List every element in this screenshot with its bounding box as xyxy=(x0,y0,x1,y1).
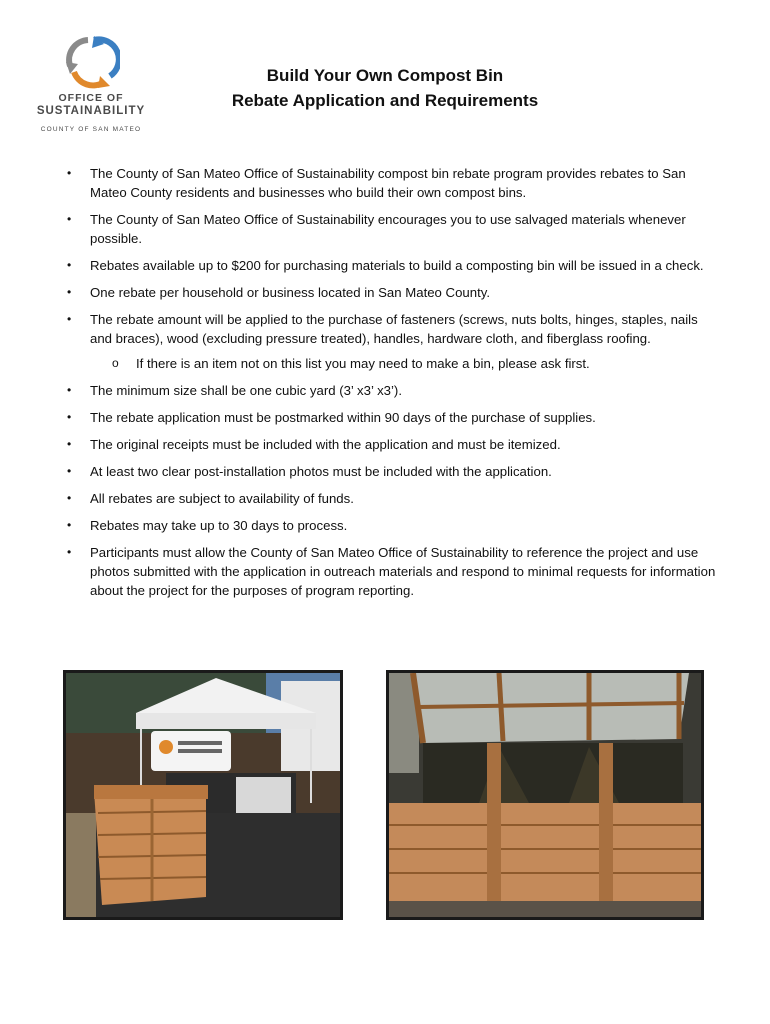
bullet-icon: • xyxy=(67,491,72,505)
list-item-text: The County of San Mateo Office of Sustainability compost bin rebate program provides rebates to San Mateo County residents and businesses who build their own compost bins. xyxy=(90,166,686,200)
list-item xyxy=(66,516,722,535)
list-item xyxy=(66,256,722,275)
list-item xyxy=(66,381,722,400)
requirements-list xyxy=(66,164,722,608)
bullet-icon: • xyxy=(67,312,72,326)
page-title-line-1: Build Your Own Compost Bin xyxy=(266,66,504,85)
list-item xyxy=(66,435,722,454)
list-item-text: The rebate application must be postmarked within 90 days of the purchase of supplies. xyxy=(90,410,596,425)
bullet-icon: • xyxy=(67,166,72,180)
list-item-text: If there is an item not on this list you may need to make a bin, please ask first. xyxy=(136,356,590,371)
bullet-icon: • xyxy=(67,285,72,299)
list-item xyxy=(66,408,722,427)
bullet-icon: • xyxy=(67,212,72,226)
sub-list-item xyxy=(66,354,722,373)
bullet-icon: • xyxy=(67,410,72,424)
office-of-sustainability-logo xyxy=(36,36,146,140)
list-item-text: Participants must allow the County of San Mateo Office of Sustainability to reference the project and use photos submitted with the application in outreach materials and respond to minimal requests for information about the project for the purposes of program reporting. xyxy=(90,545,716,598)
bullet-icon: • xyxy=(67,545,72,559)
list-item xyxy=(66,310,722,348)
logo-line-2: SUSTAINABILITY xyxy=(36,105,146,117)
compost-bin-closeup-photo xyxy=(386,670,704,920)
page-title-line-2: Rebate Application and Requirements xyxy=(231,91,539,110)
list-item xyxy=(66,164,722,202)
bullet-icon: • xyxy=(67,383,72,397)
list-item xyxy=(66,543,722,600)
list-item xyxy=(66,489,722,508)
list-item-text: The rebate amount will be applied to the purchase of fasteners (screws, nuts bolts, hinges, staples, nails and braces), wood (excluding pressure treated), handles, hardware cloth, and fiberglass roofing. xyxy=(90,312,698,346)
list-item-text: The County of San Mateo Office of Sustainability encourages you to use salvaged materials whenever possible. xyxy=(90,212,686,246)
list-item xyxy=(66,210,722,248)
logo-line-1: OFFICE OF xyxy=(58,92,124,104)
bullet-icon: • xyxy=(67,464,72,478)
list-item-text: One rebate per household or business located in San Mateo County. xyxy=(90,285,491,300)
list-item-text: The minimum size shall be one cubic yard (3’ x3’ x3’). xyxy=(90,383,402,398)
sub-bullet-icon: o xyxy=(112,356,119,370)
compost-bin-event-photo xyxy=(63,670,343,920)
logo-line-3: COUNTY OF SAN MATEO xyxy=(40,126,142,133)
bullet-icon: • xyxy=(67,518,72,532)
list-item-text: Rebates may take up to 30 days to process. xyxy=(90,518,348,533)
list-item-text: The original receipts must be included with the application and must be itemized. xyxy=(90,437,561,452)
list-item-text: All rebates are subject to availability of funds. xyxy=(90,491,354,506)
list-item-text: At least two clear post-installation photos must be included with the application. xyxy=(90,464,552,479)
bullet-icon: • xyxy=(67,437,72,451)
bullet-icon: • xyxy=(67,258,72,272)
list-item-text: Rebates available up to $200 for purchasing materials to build a composting bin will be issued in a check. xyxy=(90,258,704,273)
list-item xyxy=(66,283,722,302)
list-item xyxy=(66,462,722,481)
